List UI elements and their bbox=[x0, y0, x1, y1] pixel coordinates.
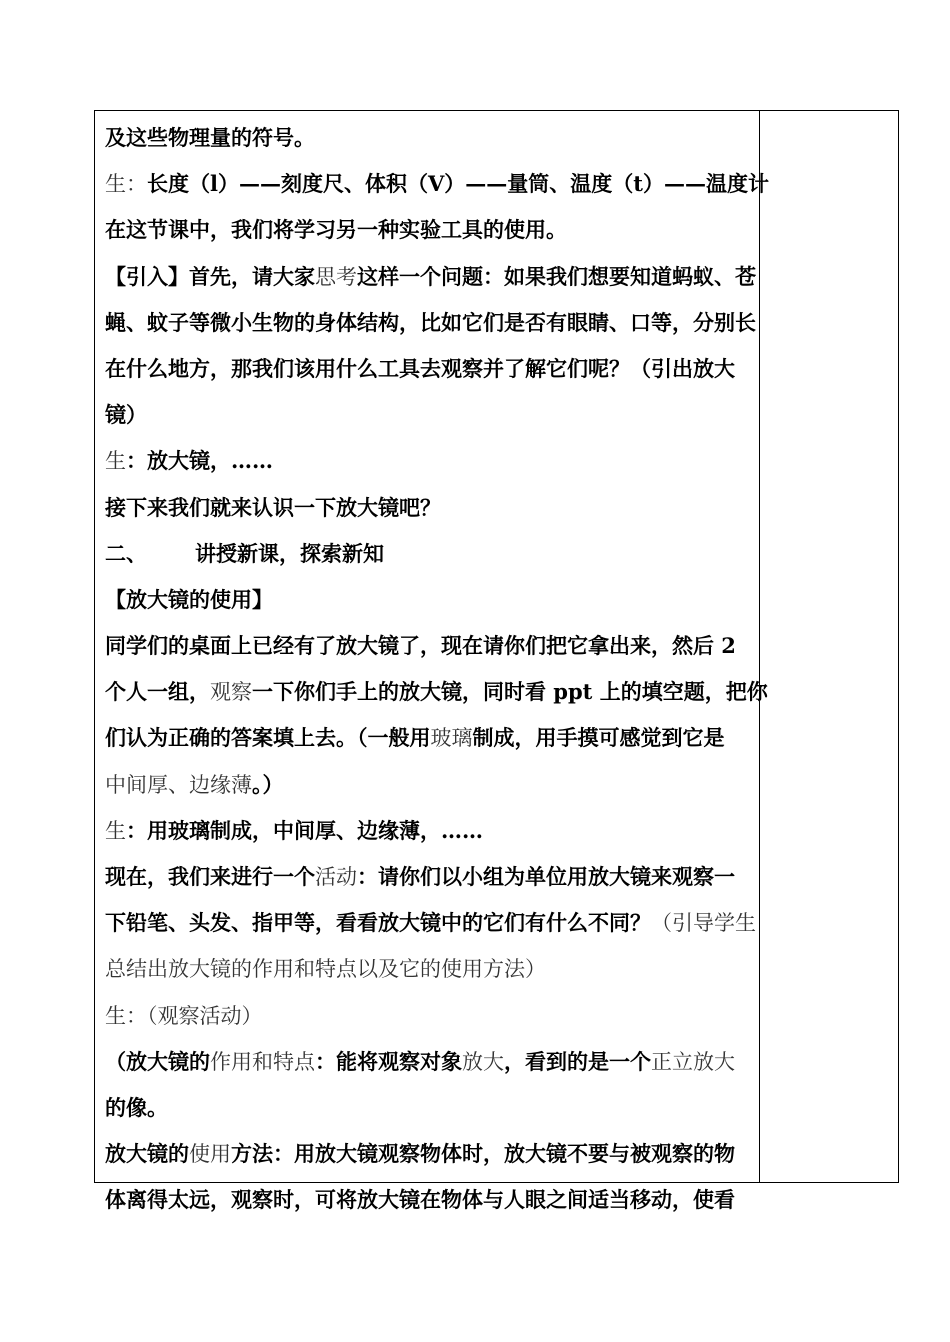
text-line bbox=[105, 1085, 753, 1131]
text-segment: ：能将观察对象 bbox=[315, 1048, 462, 1074]
text-line bbox=[105, 392, 753, 438]
text-line bbox=[105, 577, 753, 623]
text-line bbox=[105, 207, 753, 253]
text-line bbox=[105, 438, 753, 484]
text-segment: 【引入】首先，请大家 bbox=[105, 263, 315, 289]
text-segment: 总结出放大镜的作用和特点以及它的使用方法） bbox=[105, 957, 546, 982]
text-segment: 生：（观察活动） bbox=[105, 1003, 263, 1028]
text-line bbox=[105, 993, 753, 1039]
text-segment: 同学们的桌面上已经有了放大镜了，现在请你们把它拿出来，然后 2 bbox=[105, 633, 736, 659]
text-segment: 使用 bbox=[189, 1142, 231, 1167]
text-segment: 在这节课中，我们将学习另一种实验工具的使用。 bbox=[105, 217, 567, 243]
text-line bbox=[105, 161, 769, 207]
text-line bbox=[105, 485, 753, 531]
text-segment: （放大镜的 bbox=[105, 1048, 210, 1074]
text-segment: （引导学生 bbox=[651, 911, 756, 936]
text-line bbox=[105, 531, 753, 577]
text-line bbox=[105, 715, 753, 761]
text-segment: 生 bbox=[105, 172, 126, 197]
text-segment: 镜） bbox=[105, 402, 147, 428]
text-segment: 生 bbox=[105, 449, 126, 474]
text-segment: 生 bbox=[105, 818, 126, 843]
text-segment: 这样一个问题：如果我们想要知道蚂蚁、苍 bbox=[357, 263, 756, 289]
text-line bbox=[105, 946, 753, 992]
text-segment: 长度（l）——刻度尺、体积（V）——量筒、温度（t）——温度计 bbox=[147, 171, 769, 197]
text-segment: 一下你们手上的放大镜，同时看 ppt 上的填空题，把你 bbox=[252, 679, 768, 705]
text-segment: 放大 bbox=[462, 1049, 504, 1074]
text-segment: 玻璃 bbox=[430, 726, 473, 751]
text-line bbox=[105, 854, 753, 900]
text-segment: 二、 bbox=[105, 540, 147, 566]
text-line bbox=[105, 669, 768, 715]
text-segment: ，看到的是一个 bbox=[504, 1048, 651, 1074]
text-line bbox=[105, 623, 753, 669]
text-line bbox=[105, 1039, 753, 1085]
text-segment: 们认为正确的答案填上去。（一般用 bbox=[105, 725, 431, 751]
text-segment: 个人一组， bbox=[105, 679, 210, 705]
column-divider bbox=[759, 111, 760, 1182]
text-segment: 观察 bbox=[210, 680, 252, 705]
text-line bbox=[105, 900, 756, 946]
text-segment: 。） bbox=[252, 771, 284, 797]
lesson-table bbox=[94, 110, 899, 1213]
text-segment: ：用玻璃制成，中间厚、边缘薄，…… bbox=[126, 817, 483, 843]
text-segment: 方法：用放大镜观察物体时，放大镜不要与被观察的物 bbox=[231, 1141, 735, 1167]
text-segment: ：请你们以小组为单位用放大镜来观察一 bbox=[357, 864, 735, 889]
text-segment: ： bbox=[126, 172, 147, 197]
text-segment: 作用和特点 bbox=[210, 1049, 315, 1074]
text-segment: 在什么地方，那我们该用什么工具去观察并了解它们呢？（引出放大 bbox=[105, 355, 735, 381]
text-segment: 下铅笔、头发、指甲等，看看放大镜中的它们有什么不同？ bbox=[105, 910, 651, 936]
text-segment: 正立放大 bbox=[651, 1049, 735, 1074]
lesson-content-cell bbox=[105, 115, 769, 1224]
text-segment: 接下来我们就来认识一下放大镜吧？ bbox=[105, 494, 441, 520]
text-segment: 讲授新课，探索新知 bbox=[195, 540, 384, 566]
text-segment: 现在，我们来进行一个 bbox=[105, 864, 315, 889]
text-segment: 【放大镜的使用】 bbox=[105, 586, 273, 612]
text-line bbox=[105, 1177, 753, 1223]
text-segment: 活动 bbox=[315, 865, 357, 889]
text-segment: 中间厚、边缘薄 bbox=[105, 772, 252, 797]
text-line bbox=[105, 115, 753, 161]
text-line bbox=[105, 300, 756, 346]
text-line bbox=[105, 254, 756, 300]
text-segment: 放大镜的 bbox=[105, 1141, 189, 1167]
text-segment: 蝇、蚊子等微小生物的身体结构，比如它们是否有眼睛、口等，分别长 bbox=[105, 309, 756, 335]
text-segment: 的像。 bbox=[105, 1094, 168, 1120]
text-segment: 思考 bbox=[315, 264, 357, 289]
text-segment: ：放大镜，…… bbox=[126, 448, 273, 474]
text-line bbox=[105, 762, 753, 808]
text-segment: 制成，用手摸可感觉到它是 bbox=[472, 725, 725, 751]
text-line bbox=[105, 346, 753, 392]
text-line bbox=[105, 808, 753, 854]
text-segment: 及这些物理量的符号。 bbox=[105, 125, 315, 150]
text-segment: 体离得太远，观察时，可将放大镜在物体与人眼之间适当移动，使看 bbox=[105, 1187, 735, 1213]
text-line bbox=[105, 1131, 753, 1177]
